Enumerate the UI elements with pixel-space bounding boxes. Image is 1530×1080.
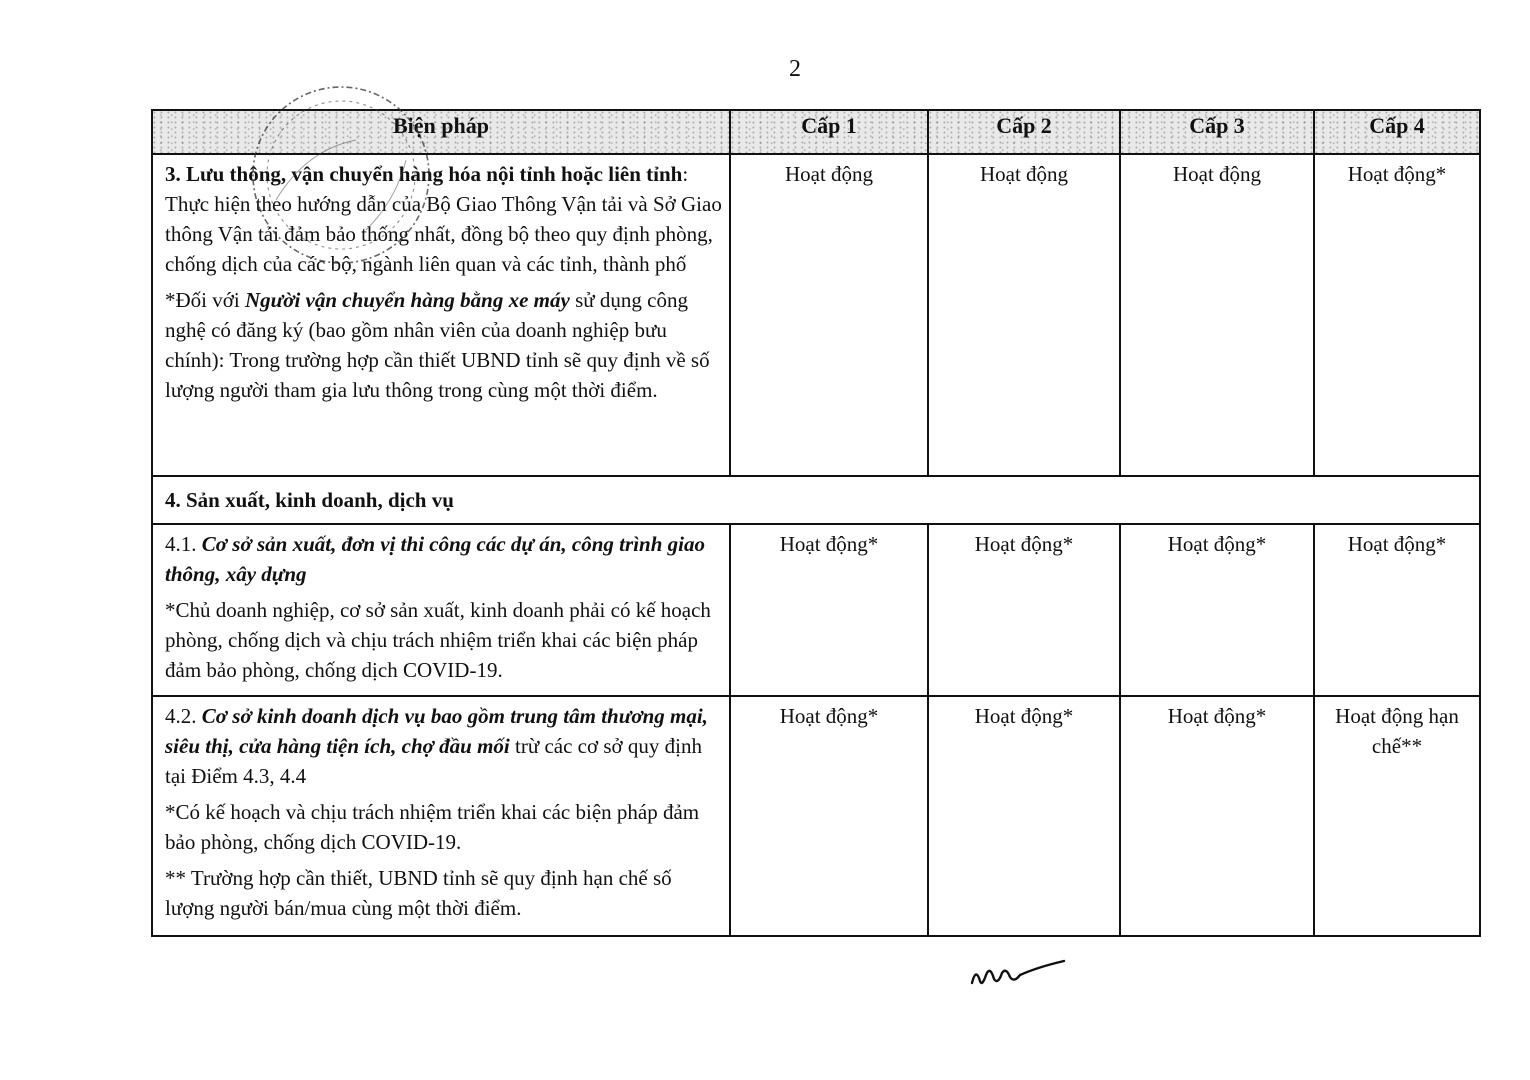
level-4-status: Hoạt động* [1314,524,1480,696]
level-4-status: Hoạt động hạn chế** [1314,696,1480,936]
item-number: 4.2. [165,704,202,728]
measure-cell [152,154,730,476]
section-row [152,476,1480,524]
measures-table [151,109,1481,937]
level-1-status: Hoạt động [730,154,928,476]
note-text: sử dụng công nghệ có đăng ký (bao gồm nhân viên của doanh nghiệp bưu chính): Trong trường hợp cần thiết UBND tỉnh sẽ quy định về số lượng người tham gia lưu thông trong cùng một thời điểm. [165,288,710,402]
table-row [152,154,1480,476]
note-prefix: *Đối với [165,288,245,312]
measure-note: *Có kế hoạch và chịu trách nhiệm triển khai các biện pháp đảm bảo phòng, chống dịch COVID-19. [165,800,700,854]
measure-title: Cơ sở sản xuất, đơn vị thi công các dự án, công trình giao thông, xây dựng [165,532,705,586]
level-2-status: Hoạt động [928,154,1120,476]
header-measure: Biện pháp [152,110,730,154]
measure-note: *Chủ doanh nghiệp, cơ sở sản xuất, kinh doanh phải có kế hoạch phòng, chống dịch và chịu trách nhiệm triển khai các biện pháp đảm bảo phòng, chống dịch COVID-19. [165,598,711,682]
measure-description [165,701,723,791]
measure-description [165,159,723,279]
measure-text: trừ các cơ sở quy định tại Điểm 4.3, 4.4 [165,734,702,788]
note-emphasis: Người vận chuyển hàng bằng xe máy [244,288,570,312]
level-3-status: Hoạt động [1120,154,1314,476]
measure-cell [152,524,730,696]
section-title: 4. Sản xuất, kinh doanh, dịch vụ [152,476,1480,524]
level-1-status: Hoạt động* [730,696,928,936]
measure-note [165,285,723,405]
table-row [152,524,1480,696]
header-level-4: Cấp 4 [1314,110,1480,154]
level-1-status: Hoạt động* [730,524,928,696]
measure-title: Cơ sở kinh doanh dịch vụ bao gồm trung tâm thương mại, siêu thị, cửa hàng tiện ích, chợ đầu mối [165,704,708,758]
level-3-status: Hoạt động* [1120,524,1314,696]
item-number: 4.1. [165,532,202,556]
measure-cell [152,696,730,936]
table-row [152,696,1480,936]
header-level-2: Cấp 2 [928,110,1120,154]
table-header-row [152,110,1480,154]
level-4-status: Hoạt động* [1314,154,1480,476]
measure-description [165,529,723,589]
measure-text: : Thực hiện theo hướng dẫn của Bộ Giao Thông Vận tải và Sở Giao thông Vận tải đảm bảo thống nhất, đồng bộ theo quy định phòng, chống dịch của các bộ, ngành liên quan và các tỉnh, thành phố [165,162,722,276]
header-level-1: Cấp 1 [730,110,928,154]
page-number: 2 [789,56,801,82]
level-2-status: Hoạt động* [928,696,1120,936]
level-2-status: Hoạt động* [928,524,1120,696]
measure-title: 3. Lưu thông, vận chuyển hàng hóa nội tỉnh hoặc liên tỉnh [165,162,683,186]
measure-note: ** Trường hợp cần thiết, UBND tỉnh sẽ quy định hạn chế số lượng người bán/mua cùng một thời điểm. [165,866,672,920]
header-level-3: Cấp 3 [1120,110,1314,154]
signature-initials [968,955,1068,995]
level-3-status: Hoạt động* [1120,696,1314,936]
